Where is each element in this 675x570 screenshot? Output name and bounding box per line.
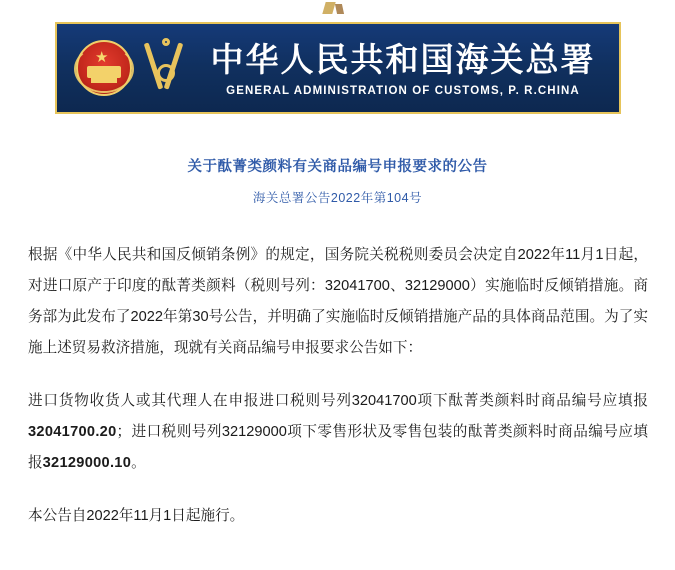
- page-title: 关于酞菁类颜料有关商品编号申报要求的公告: [187, 159, 488, 175]
- document-body: [28, 240, 648, 554]
- banner-titles: [205, 40, 619, 97]
- commodity-code-2: 32129000.10: [42, 455, 132, 471]
- decorative-fleck-icon: [318, 0, 354, 20]
- paragraph-2: [28, 386, 648, 479]
- document-number: 海关总署公告2022年第104号: [252, 191, 423, 205]
- paragraph-1: 根据《中华人民共和国反倾销条例》的规定，国务院关税税则委员会决定自2022年11月1日起，对进口原产于印度的酞菁类颜料（税则号列：32041700、32129000）实施临时反倾销措施。商务部为此发布了2022年第30号公告，并明确了实施临时反倾销措施产品的具体商品范围。为了实施上述贸易救济措施，现就有关商品编号申报要求公告如下：: [28, 247, 648, 356]
- banner-title-english: GENERAL ADMINISTRATION OF CUSTOMS, P. R.CHINA: [226, 84, 580, 97]
- paragraph-2-part-b: ；进口税则号列32129000项下零售形状及零售包装的酞菁类颜料时商品编号应填报: [28, 424, 648, 471]
- paragraph-2-part-c: 。: [131, 455, 146, 471]
- national-emblem-icon: ★: [73, 37, 135, 99]
- paragraph-2-part-a: 进口货物收货人或其代理人在申报进口税则号列32041700项下酞菁类颜料时商品编号应填报: [28, 393, 648, 409]
- top-decoration-strip: [0, 0, 675, 22]
- banner-title-chinese: 中华人民共和国海关总署: [210, 40, 596, 78]
- customs-banner: [55, 22, 621, 114]
- paragraph-3: 本公告自2022年11月1日起施行。: [28, 508, 245, 524]
- caduceus-key-icon: [141, 36, 191, 100]
- commodity-code-1: 32041700.20: [28, 424, 117, 440]
